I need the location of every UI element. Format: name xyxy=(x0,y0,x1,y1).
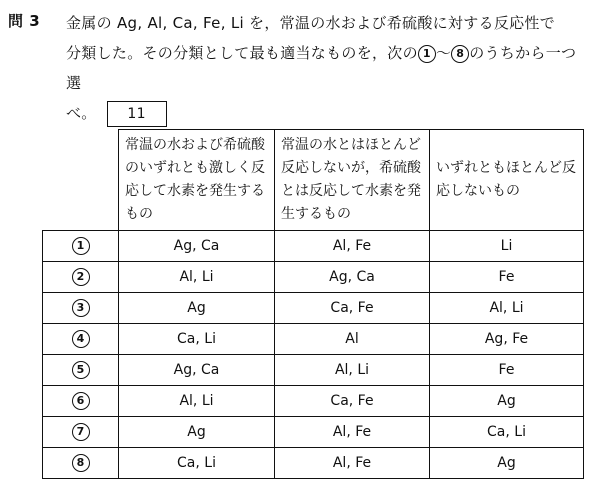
row-number xyxy=(43,293,119,324)
choice-number-circle: 4 xyxy=(72,330,90,348)
row-number xyxy=(43,355,119,386)
corner-blank xyxy=(43,130,119,231)
table-cell: Fe xyxy=(430,262,584,293)
answer-box: 11 xyxy=(107,101,167,127)
choice-number-circle: 7 xyxy=(72,423,90,441)
table-cell: Al, Li xyxy=(275,355,430,386)
choice-number-circle: 5 xyxy=(72,361,90,379)
table-cell: Li xyxy=(430,231,584,262)
header-cell-acid-only: 常温の水とはほとんど反応しないが，希硫酸とは反応して水素を発生するもの xyxy=(275,130,430,231)
table-row xyxy=(43,293,584,324)
table-cell: Ca, Fe xyxy=(275,386,430,417)
row-number xyxy=(43,417,119,448)
table-cell: Al, Fe xyxy=(275,448,430,479)
choice-number-circle: 2 xyxy=(72,268,90,286)
header-cell-vigorous: 常温の水および希硫酸のいずれとも激しく反応して水素を発生するもの xyxy=(119,130,275,231)
table-cell: Al, Fe xyxy=(275,417,430,448)
table-cell: Fe xyxy=(430,355,584,386)
table-cell: Ca, Li xyxy=(119,448,275,479)
question-line-2-text: 分類した。その分類として最も適当なものを，次の xyxy=(66,44,418,62)
choice-number-circle: 1 xyxy=(72,237,90,255)
choice-number-circle: 3 xyxy=(72,299,90,317)
table-cell: Al, Li xyxy=(119,386,275,417)
table-cell: Ag xyxy=(430,448,584,479)
table-row xyxy=(43,448,584,479)
table-cell: Ag, Fe xyxy=(430,324,584,355)
question-line-2 xyxy=(66,38,581,98)
choice-number-circle: 8 xyxy=(451,45,469,63)
table-cell: Ag, Ca xyxy=(119,355,275,386)
table-row xyxy=(43,386,584,417)
row-number xyxy=(43,324,119,355)
table-cell: Al, Li xyxy=(430,293,584,324)
table-row xyxy=(43,355,584,386)
question-text xyxy=(66,8,581,128)
table-cell: Ag, Ca xyxy=(119,231,275,262)
question-line-1: 金属の Ag, Al, Ca, Fe, Li を，常温の水および希硫酸に対する反応性で xyxy=(66,14,556,32)
table-cell: Al xyxy=(275,324,430,355)
header-cell-unreactive: いずれともほとんど反応しないもの xyxy=(430,130,584,231)
choice-number-circle: 6 xyxy=(72,392,90,410)
table-cell: Al, Fe xyxy=(275,231,430,262)
table-cell: Ag xyxy=(119,417,275,448)
table-row xyxy=(43,417,584,448)
table-cell: Ag xyxy=(430,386,584,417)
row-number xyxy=(43,231,119,262)
question-line-3-text: べ。 xyxy=(66,104,97,122)
choice-number-circle: 1 xyxy=(418,45,436,63)
table-cell: Ag xyxy=(119,293,275,324)
table-row xyxy=(43,324,584,355)
header-row xyxy=(43,130,584,231)
question-line-3 xyxy=(66,98,581,128)
table-cell: Al, Li xyxy=(119,262,275,293)
table-cell: Ag, Ca xyxy=(275,262,430,293)
table-cell: Ca, Fe xyxy=(275,293,430,324)
table-row xyxy=(43,231,584,262)
classification-table xyxy=(42,129,584,479)
choice-number-circle: 8 xyxy=(72,454,90,472)
range-tilde: 〜 xyxy=(435,44,452,62)
row-number xyxy=(43,262,119,293)
table-cell: Ca, Li xyxy=(430,417,584,448)
table-row xyxy=(43,262,584,293)
row-number xyxy=(43,448,119,479)
question-line-2-tail: のうちから一つ選 xyxy=(66,44,577,92)
table-cell: Ca, Li xyxy=(119,324,275,355)
question-number: 問 3 xyxy=(8,12,41,30)
row-number xyxy=(43,386,119,417)
